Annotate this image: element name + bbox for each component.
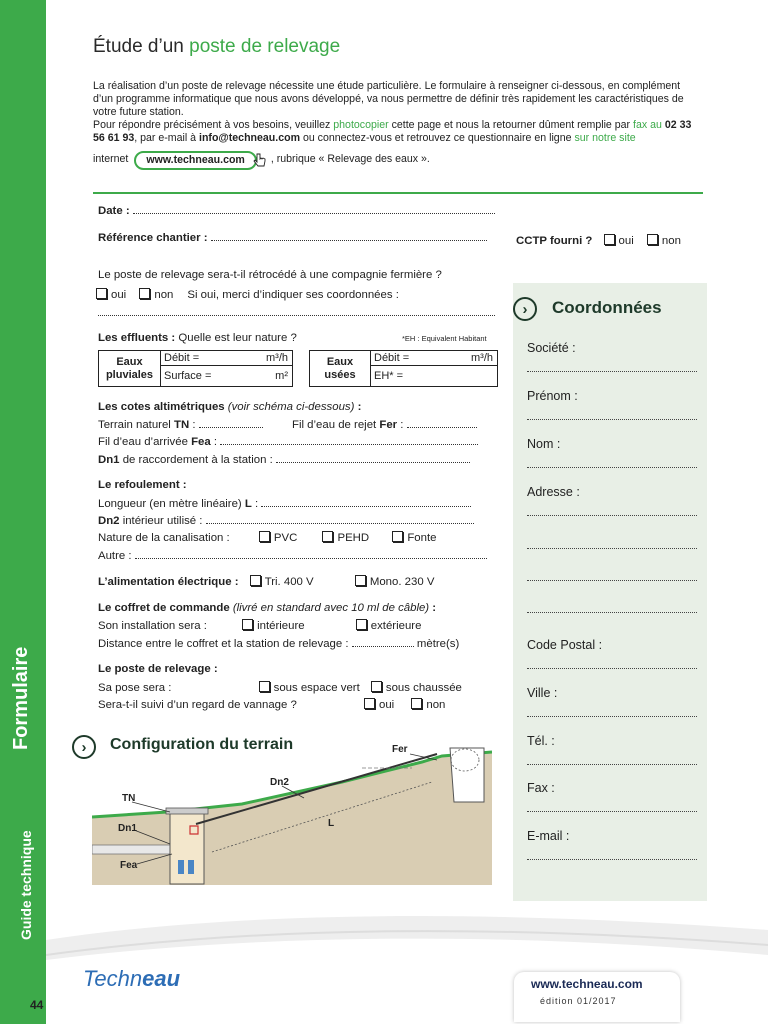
outlet-chamber [450,748,484,802]
usees-debit-field[interactable]: Débit = m³/h [371,351,497,366]
coordonnees-title: Coordonnées [552,298,662,317]
dn2-label: Dn2 [270,777,289,788]
dn1-field[interactable] [276,453,470,463]
coord-label-3: Adresse : [527,485,580,499]
coord-input-line[interactable] [527,811,697,812]
divider [93,192,703,194]
terrain-ground [92,752,492,885]
exterieure-checkbox[interactable] [356,619,367,630]
retro-question: Le poste de relevage sera-t-il rétrocédé à une compagnie fermière ? [98,269,442,281]
tri-checkbox[interactable] [250,575,261,586]
footer-url[interactable]: www.techneau.com [531,977,643,991]
cctp-non-checkbox[interactable] [647,234,658,245]
retro-coordonnees-field[interactable] [98,306,495,316]
techneau-logo: Techneau [83,966,181,991]
side-label-formulaire: Formulaire [10,646,32,750]
chevron-right-icon: › [72,735,96,759]
distance-field[interactable] [352,637,414,647]
intro-text: La réalisation d’un poste de relevage nécessite une étude particulière. Le formulaire à renseigner ci-dessous, en complément d’un programme informatique que nous avons développé, va nous permettre de définir très rapidement les caractéristiques de votre future station. Pour répondre précisément à vos besoins, veuillez photocopier cette page et nous la retourner dûment remplie par fax au 02 33 56 61 93, par e-mail à info@techneau.com ou connectez-vous et retrouvez ce questionnaire en ligne sur notre site internet www.techneau.com , rubrique « Relevage des eaux ». [93,80,703,170]
coord-input-line[interactable] [527,716,697,717]
pump-left [178,860,184,874]
inlet-pipe [92,845,172,854]
coord-label-0: Société : [527,341,576,355]
fonte-checkbox[interactable] [392,531,403,542]
date-field[interactable] [133,204,495,214]
tn-leader [132,802,170,812]
coord-label-2: Nom : [527,437,561,451]
fea-field[interactable] [220,435,478,445]
pluviales-surface-field[interactable]: Surface = m² [164,370,288,382]
mono-checkbox[interactable] [355,575,366,586]
coord-input-line[interactable] [527,419,697,420]
page-title: Étude d’un poste de relevage [93,36,341,57]
dn2-field[interactable] [206,514,474,524]
coord-label-5: Ville : [527,686,558,700]
eh-note: *EH : Equivalent Habitant [402,334,487,343]
pump-right [188,860,194,874]
config-title: Configuration du terrain [110,736,294,753]
coord-input-line[interactable] [527,548,697,549]
length-label: L [328,818,335,829]
espace-vert-checkbox[interactable] [259,681,270,692]
coord-input-line[interactable] [527,764,697,765]
terrain-diagram [92,742,492,887]
coord-input-line[interactable] [527,515,697,516]
tn-label: TN [122,793,136,804]
fea-label: Fea [120,860,138,871]
pehd-checkbox[interactable] [322,531,333,542]
cursor-hand-icon [253,152,267,168]
side-label-guide: Guide technique [18,830,34,940]
fer-field[interactable] [407,418,477,428]
fer-label: Fer [392,744,408,755]
page-number: 44 [30,998,44,1012]
coord-input-line[interactable] [527,859,697,860]
coord-label-6: Tél. : [527,734,555,748]
footer-edition: édition 01/2017 [540,996,617,1006]
longueur-field[interactable] [261,497,471,507]
website-link[interactable]: www.techneau.com [134,151,257,170]
chevron-right-icon: › [513,297,537,321]
chaussee-checkbox[interactable] [371,681,382,692]
retro-non-checkbox[interactable] [139,288,150,299]
regard-oui-checkbox[interactable] [364,698,375,709]
coord-input-line[interactable] [527,371,697,372]
cctp-oui-checkbox[interactable] [604,234,615,245]
intro-p1: La réalisation d’un poste de relevage nécessite une étude particulière. Le formulaire à renseigner ci-dessous, en complément d’un programme informatique que nous avons développé, va nous permettre de définir très rapidement les caractéristiques de votre future station. [93,80,684,118]
intro-p2: Pour répondre précisément à vos besoins, veuillez photocopier cette page et nous la retourner dûment remplie par fax au 02 33 56 61 93, par e-mail à info@techneau.com ou connectez-vous et retrouvez ce questionnaire en ligne sur notre site [93,119,692,144]
coord-label-8: E-mail : [527,829,570,843]
email-link[interactable]: info@techneau.com [199,132,300,144]
eaux-usees-box: Eaux usées Débit = m³/h EH* = [309,350,498,387]
pvc-checkbox[interactable] [259,531,270,542]
fax-number: 02 33 56 61 93 [93,119,692,144]
station-cover [166,808,208,814]
autre-field[interactable] [135,549,487,559]
retro-oui-checkbox[interactable] [96,288,107,299]
coord-label-7: Fax : [527,781,555,795]
tn-field[interactable] [199,418,263,428]
pump-station [170,810,204,884]
coord-input-line[interactable] [527,467,697,468]
coordonnees-panel [513,283,707,901]
coord-label-4: Code Postal : [527,638,603,652]
eaux-pluviales-box: Eaux pluviales Débit = m³/h Surface = m² [98,350,293,387]
regard-non-checkbox[interactable] [411,698,422,709]
dn1-label: Dn1 [118,823,137,834]
coord-input-line[interactable] [527,580,697,581]
coord-input-line[interactable] [527,668,697,669]
interieure-checkbox[interactable] [242,619,253,630]
coord-label-1: Prénom : [527,389,578,403]
pluviales-debit-field[interactable]: Débit = m³/h [161,351,292,366]
reference-field[interactable] [211,231,487,241]
usees-eh-field[interactable]: EH* = [374,370,404,382]
coord-input-line[interactable] [527,612,697,613]
